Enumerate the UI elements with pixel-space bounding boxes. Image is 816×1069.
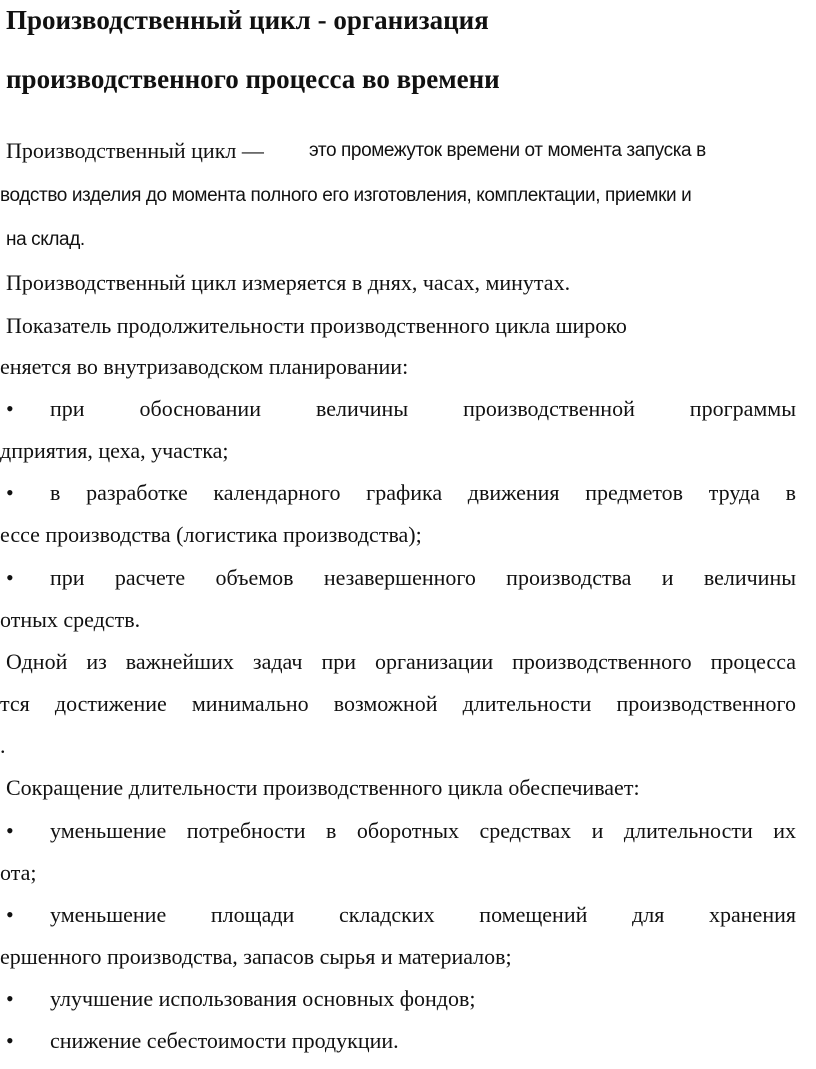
measure-paragraph: Производственный цикл измеряется в днях, часах, минутах.: [6, 270, 571, 295]
definition-text: это промежуток времени от момента запуска в: [309, 140, 706, 161]
definition-term: Производственный цикл —: [6, 138, 264, 163]
usage-item-3-line-1: при расчете объемов незавершенного производства и величины: [50, 565, 796, 590]
usage-item-1-line-1: при обосновании величины производственной программы: [50, 396, 796, 421]
title-line-1: Производственный цикл - организация: [6, 5, 489, 35]
bullet-icon: •: [6, 986, 14, 1011]
reduction-item-2-line-1: уменьшение площади складских помещений для хранения: [50, 902, 796, 927]
usage-item-2-line-1: в разработке календарного графика движения предметов труда в: [50, 480, 796, 505]
task-line-2: тся достижение минимально возможной длительности производственного: [0, 691, 796, 716]
reduction-item-3: улучшение использования основных фондов;: [50, 986, 476, 1011]
definition-line-2: водство изделия до момента полного его изготовления, комплектации, приемки и: [0, 185, 692, 206]
bullet-icon: •: [6, 818, 14, 843]
reduction-item-4: снижение себестоимости продукции.: [50, 1028, 399, 1053]
bullet-icon: •: [6, 1028, 14, 1053]
reduction-item-2-line-2: ершенного производства, запасов сырья и материалов;: [0, 944, 512, 969]
definition-line-3: на склад.: [6, 229, 85, 250]
usage-item-3-line-2: отных средств.: [0, 607, 141, 632]
task-line-1: Одной из важнейших задач при организации производственного процесса: [6, 649, 796, 674]
usage-line-1-text: Показатель продолжительности производственного цикла широко: [6, 313, 627, 338]
bullet-icon: •: [6, 396, 14, 421]
usage-item-1-line-2: дприятия, цеха, участка;: [0, 438, 229, 463]
task-line-3: .: [0, 733, 6, 758]
reduction-item-1-line-1: уменьшение потребности в оборотных средствах и длительности их: [50, 818, 796, 843]
bullet-icon: •: [6, 565, 14, 590]
bullet-icon: •: [6, 902, 14, 927]
title-line-2: производственного процесса во времени: [6, 64, 500, 94]
reduction-intro: Сокращение длительности производственного цикла обеспечивает:: [6, 775, 640, 800]
usage-line-1: [6, 312, 796, 340]
usage-item-2-line-2: ессе производства (логистика производства);: [0, 522, 422, 547]
reduction-item-1-line-2: ота;: [0, 860, 37, 885]
usage-line-2: еняется во внутризаводском планировании:: [0, 354, 409, 379]
bullet-icon: •: [6, 480, 14, 505]
